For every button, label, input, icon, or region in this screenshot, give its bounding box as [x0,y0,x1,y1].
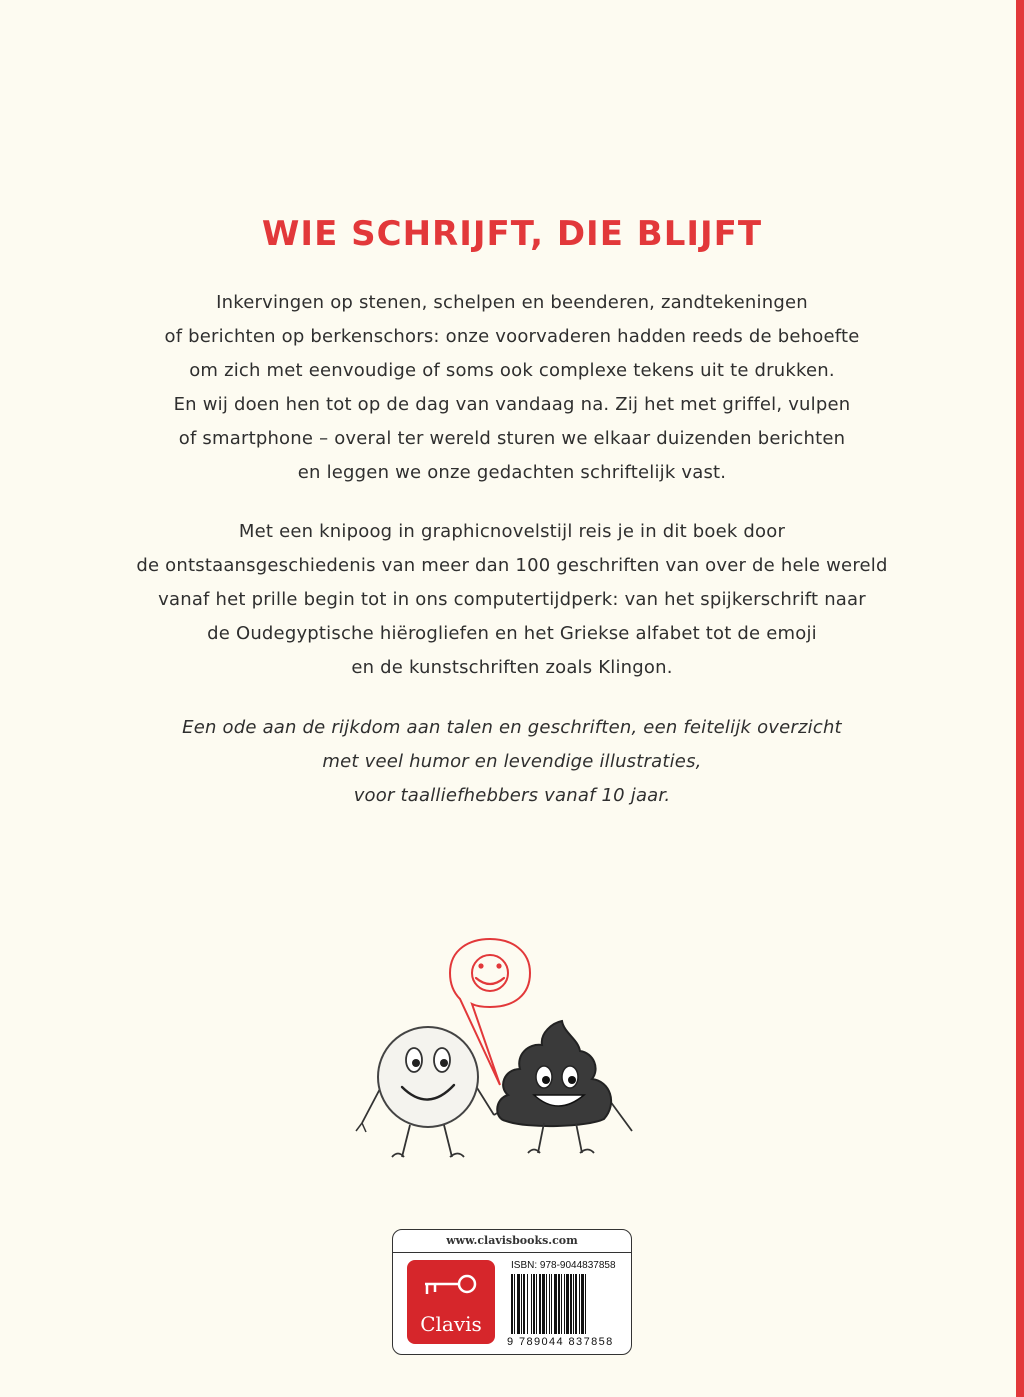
barcode-bar [533,1274,535,1334]
publisher-name: Clavis [420,1312,482,1336]
barcode-bar [549,1274,550,1334]
barcode-bar [575,1274,577,1334]
blurb-line: En wij doen hen tot op de dag van vandaag na. Zij het met griffel, vulpen [173,394,851,415]
publisher-label [392,1229,632,1355]
barcode-bar [581,1274,584,1334]
blurb-paragraph-3 [0,711,1024,813]
barcode-bar [511,1274,513,1334]
blurb-line: Met een knipoog in graphicnovelstijl reis je in dit boek door [238,521,786,542]
barcode-bar [542,1274,545,1334]
emoji-illustration [348,935,678,1175]
blurb-line: of smartphone – overal ter wereld sturen we elkaar duizenden berichten [178,428,846,449]
barcode-bar [514,1274,515,1334]
blurb-line: Een ode aan de rijkdom aan talen en geschriften, een feitelijk overzicht [182,717,842,738]
blurb-line: de Oudegyptische hiërogliefen en het Griekse alfabet tot de emoji [207,623,817,644]
barcode-bar [536,1274,537,1334]
barcode-bar [564,1274,565,1334]
barcode-digits: 9 789044 837858 [507,1336,614,1348]
barcode-bar [551,1274,552,1334]
barcode-bar [561,1274,562,1334]
barcode-bar [554,1274,557,1334]
blurb-line: en de kunstschriften zoals Klingon. [351,657,673,678]
barcode-bar [527,1274,528,1334]
barcode-bar [521,1274,522,1334]
barcode-bar [585,1274,586,1334]
barcode-bar [573,1274,574,1334]
publisher-url: www.clavisbooks.com [446,1234,578,1247]
blurb-line: met veel humor en levendige illustraties, [322,751,702,772]
barcode-bar [523,1274,525,1334]
blurb-paragraph-2 [0,515,1024,685]
barcode-bar [558,1274,560,1334]
blurb-line: en leggen we onze gedachten schriftelijk vast. [297,462,727,483]
isbn-text: ISBN: 978-9044837858 [511,1260,616,1271]
barcode-bar [539,1274,541,1334]
blurb-line: Inkervingen op stenen, schelpen en beenderen, zandtekeningen [216,292,808,313]
barcode-bar [566,1274,569,1334]
label-divider [393,1252,631,1253]
blurb-paragraph-1 [0,286,1024,490]
blurb-line: voor taalliefhebbers vanaf 10 jaar. [353,785,671,806]
blurb-line: de ontstaansgeschiedenis van meer dan 100 geschriften van over de hele wereld [136,555,888,576]
barcode-bar [531,1274,532,1334]
smiley-character-icon [356,1027,494,1157]
publisher-logo [407,1260,495,1344]
barcode-bar [517,1274,520,1334]
key-icon [421,1272,481,1302]
blurb-line: of berichten op berkenschors: onze voorvaderen hadden reeds de behoefte [164,326,860,347]
barcode-bar [579,1274,580,1334]
poop-character-icon [494,1021,632,1153]
barcode-bar [570,1274,572,1334]
back-cover-title: WIE SCHRIJFT, DIE BLIJFT [261,214,763,254]
blurb-line: vanaf het prille begin tot in ons computertijdperk: van het spijkerschrift naar [158,589,866,610]
barcode [509,1274,619,1334]
spine-edge [1016,0,1024,1397]
barcode-bar [546,1274,547,1334]
blurb-line: om zich met eenvoudige of soms ook complexe tekens uit te drukken. [189,360,835,381]
